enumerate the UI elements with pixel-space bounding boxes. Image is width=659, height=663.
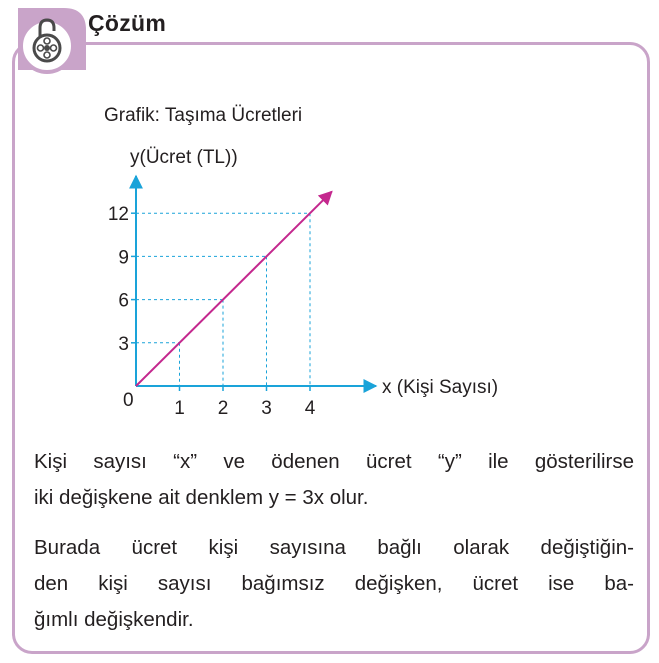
header-title: Çözüm <box>88 10 167 36</box>
paragraph-1 <box>34 444 634 516</box>
x-tick-label: 3 <box>261 398 272 419</box>
paragraph-1-line: iki değişkene ait denklem y = 3x olur. <box>34 486 369 509</box>
x-axis-label: x (Kişi Sayısı) <box>382 377 499 398</box>
y-tick-label: 12 <box>107 204 129 226</box>
chart-title: Grafik: Taşıma Ücretleri <box>104 105 303 126</box>
x-tick-label: 1 <box>174 398 185 419</box>
y-axis-label: y(Ücret (TL)) <box>130 147 238 168</box>
paragraph-2-line: den kişi sayısı bağımsız değişken, ücret ise ba- <box>34 572 634 595</box>
y-tick-label: 6 <box>118 290 129 312</box>
x-tick-label: 4 <box>304 398 316 419</box>
y-tick-label: 3 <box>118 333 129 355</box>
x-tick-label: 2 <box>217 398 229 419</box>
origin-label: 0 <box>123 390 134 411</box>
paragraph-1-line: Kişi sayısı “x” ve ödenen ücret “y” ile gösterilirse <box>34 450 634 473</box>
paragraph-2 <box>34 530 634 638</box>
paragraph-2-line: Burada ücret kişi sayısına bağlı olarak değiştiğin- <box>34 536 634 559</box>
series-line <box>136 192 332 386</box>
y-tick-label: 9 <box>118 247 129 269</box>
paragraph-2-line: ğımlı değişkendir. <box>34 608 194 631</box>
